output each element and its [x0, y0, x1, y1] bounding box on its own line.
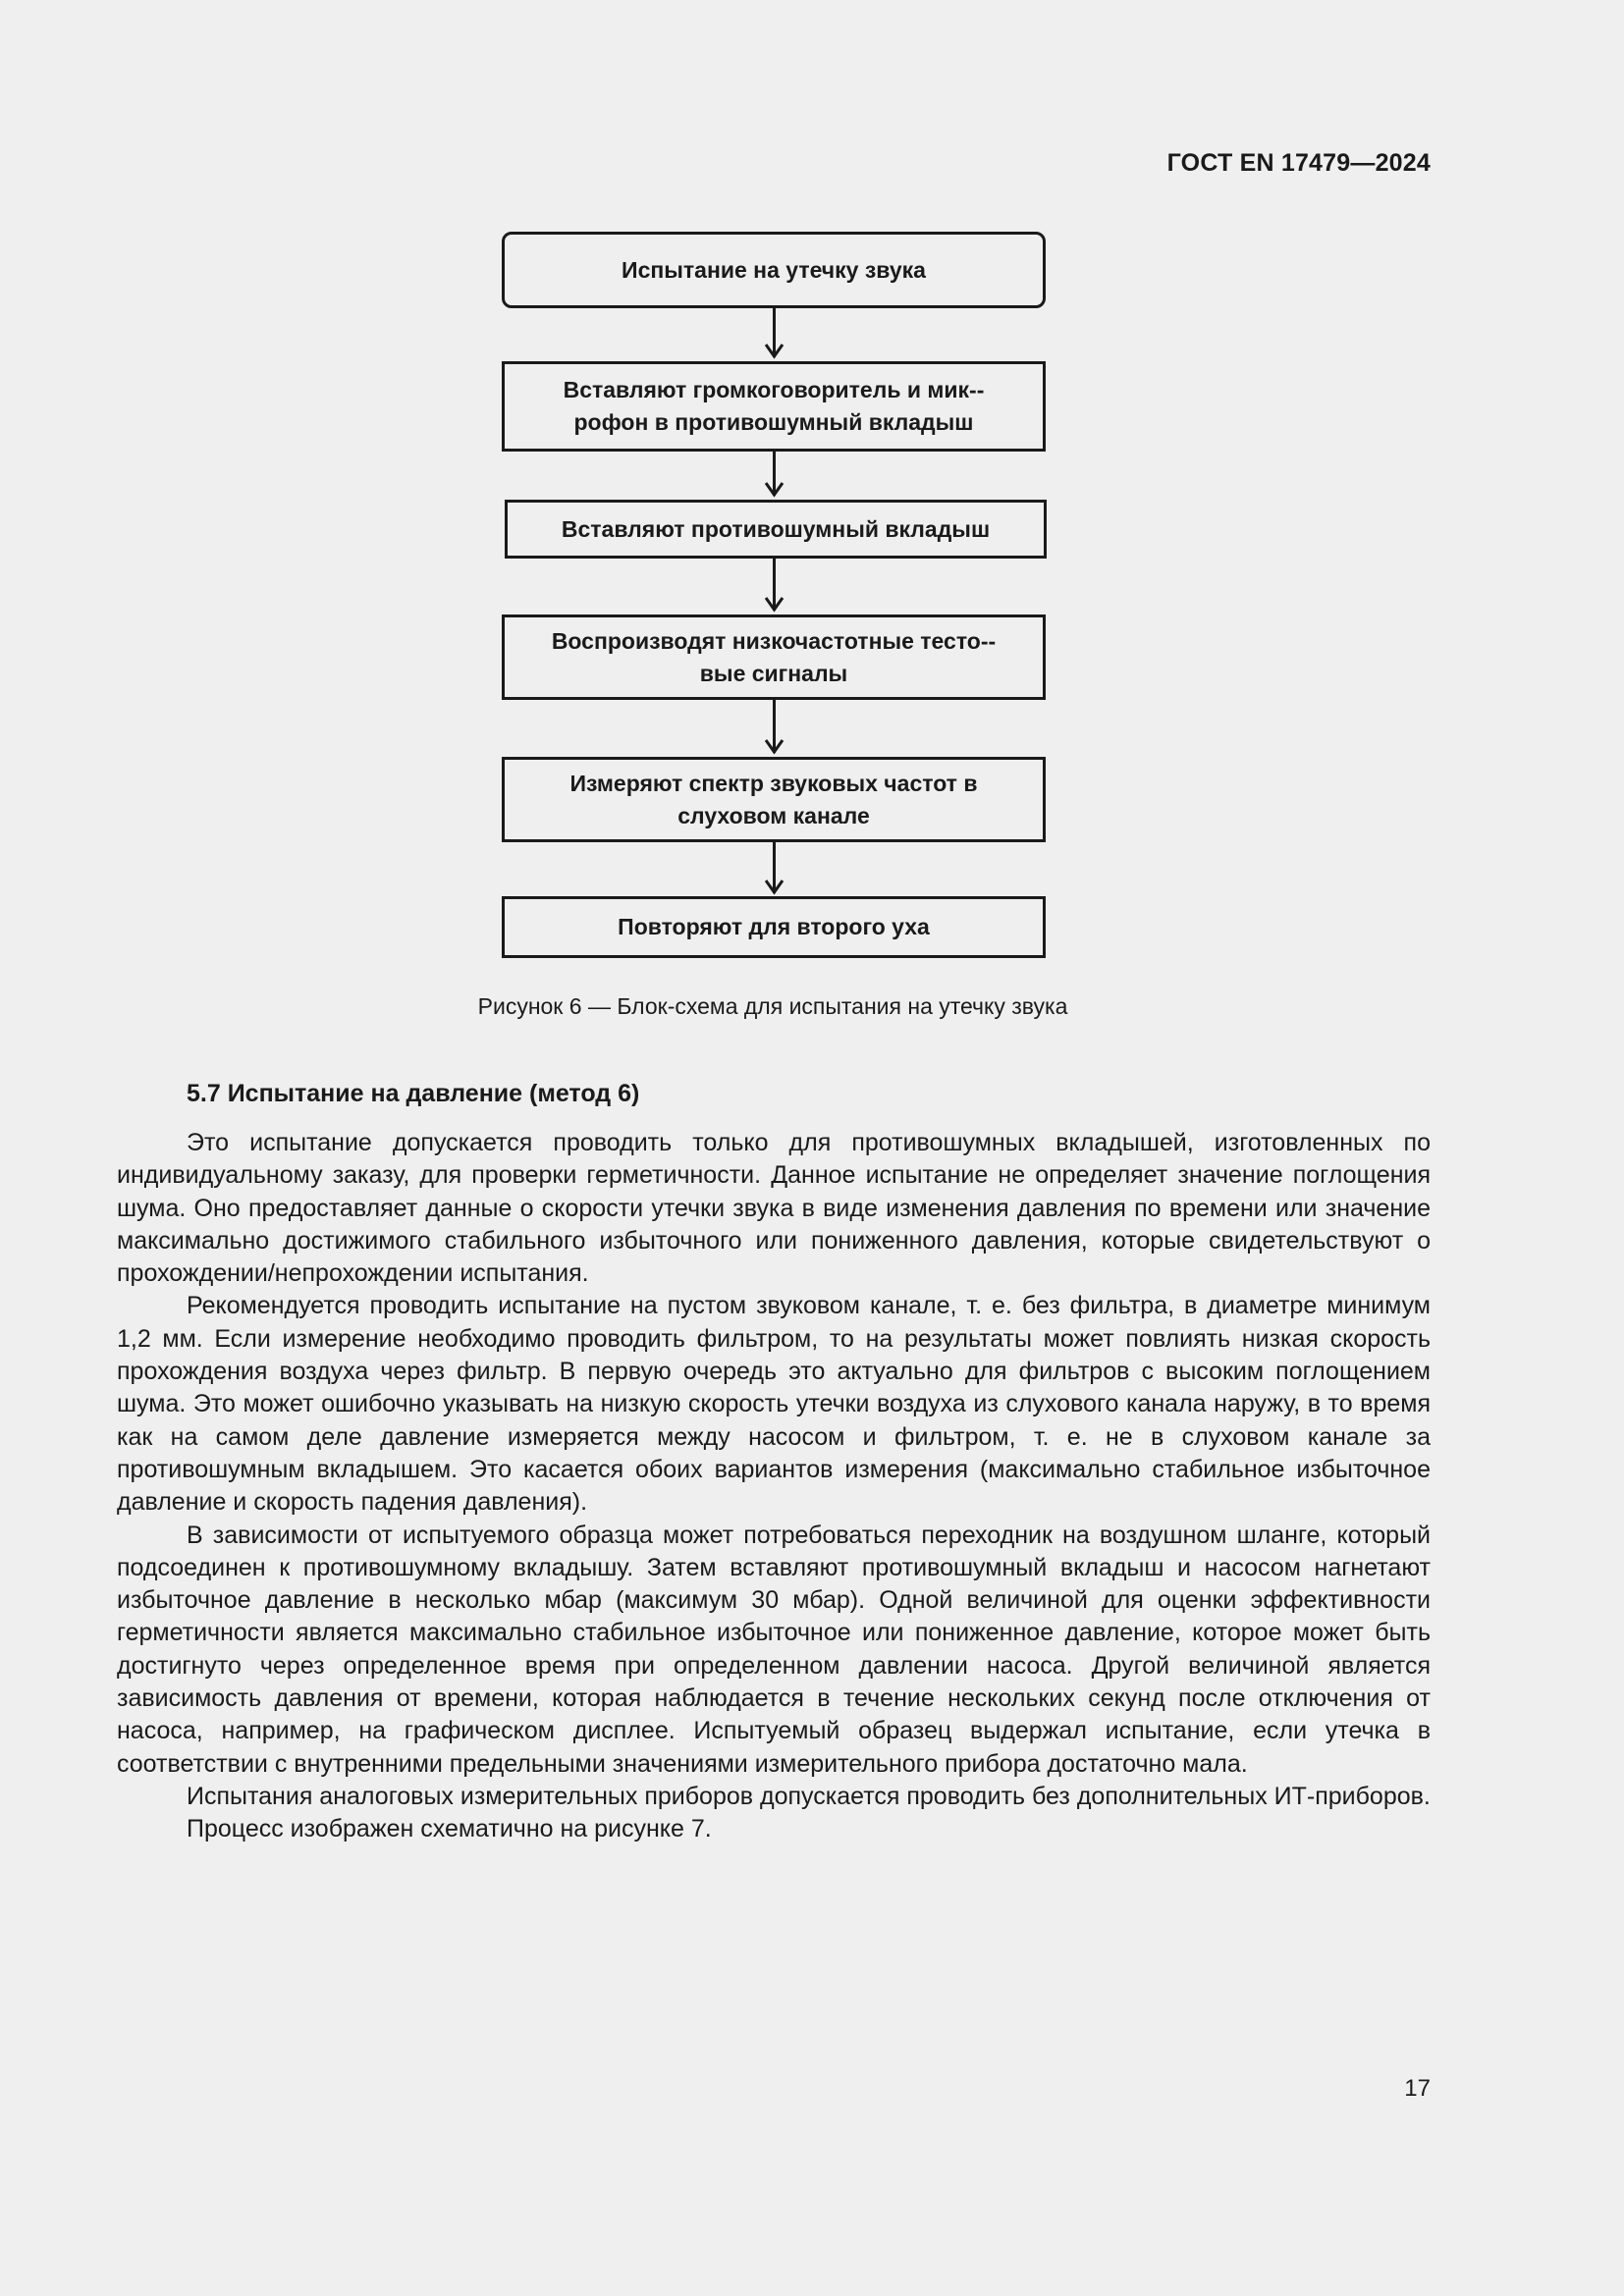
paragraph: Рекомендуется проводить испытание на пустом звуковом канале, т. е. без фильтра, в диаметре минимум 1,2 мм. Если измерение необходимо проводить фильтром, то на результаты может повлиять низкая скорость прохождения воздуха через фильтр. В первую очередь это актуально для фильтров с высоким поглощением шума. Это может ошибочно указывать на низкую скорость утечки воздуха из слухового канала наружу, в то время как на самом деле давление измеряется между насосом и фильтром, т. е. не в слуховом канале за противошумным вкладышем. Это касается обоих вариантов измерения (максимально стабильное избыточное давление и скорость падения давления). — [117, 1292, 1431, 1517]
flow-step-start: Испытание на утечку звука — [502, 232, 1046, 308]
figure-caption: Рисунок 6 — Блок-схема для испытания на утечку звука — [477, 993, 1068, 1019]
paragraph: Это испытание допускается проводить только для противошумных вкладышей, изготовленных по индивидуальному заказу, для проверки герметичности. Данное испытание не определяет значение поглощения шума. Оно предоставляет данные о скорости утечки звука в виде изменения давления по времени или значение максимально достижимого стабильного избыточного или пониженного давления, которые свидетельствуют о прохождении/непрохождении испытания. — [117, 1129, 1431, 1288]
standard-code: ГОСТ EN 17479—2024 — [1166, 149, 1431, 177]
flow-arrow — [765, 700, 785, 756]
flow-step-repeat: Повторяют для второго уха — [502, 896, 1046, 958]
flow-step-insert-earplug: Вставляют противошумный вкладыш — [505, 500, 1047, 559]
section-title: 5.7 Испытание на давление (метод 6) — [187, 1080, 640, 1107]
paragraph: В зависимости от испытуемого образца может потребоваться переходник на воздушном шланге, который подсоединен к противошумному вкладышу. Затем вставляют противошумный вкладыш и насосом нагнетают избыточное давление в несколько мбар (максимум 30 мбар). Одной величиной для оценки эффективности герметичности является максимально стабильное избыточное или пониженное давление, которое может быть достигнуто через определенное время при определенном давлении насоса. Другой величиной является зависимость давления от времени, которая наблюдается в течение нескольких секунд после отключения от насоса, например, на графическом дисплее. Испытуемый образец выдержал испытание, если утечка в соответствии с внутренними предельными значениями измерительного прибора достаточно мала. — [117, 1521, 1431, 1778]
flow-arrow — [765, 308, 785, 360]
page-number: 17 — [1404, 2075, 1431, 2102]
body-text — [117, 1127, 1431, 1846]
flow-step-measure-spectrum: Измеряют спектр звуковых частот в слуховом канале — [502, 757, 1046, 842]
flow-arrow — [765, 452, 785, 499]
paragraph: Испытания аналоговых измерительных приборов допускается проводить без дополнительных ИТ-приборов. — [187, 1782, 1431, 1810]
flow-arrow — [765, 559, 785, 614]
paragraph: Процесс изображен схематично на рисунке 7. — [187, 1815, 712, 1843]
flow-step-play-signals: Воспроизводят низкочастотные тесто-вые сигналы — [502, 614, 1046, 700]
flow-step-insert-speaker-mic: Вставляют громкоговоритель и мик-рофон в противошумный вкладыш — [502, 361, 1046, 452]
flow-arrow — [765, 842, 785, 896]
